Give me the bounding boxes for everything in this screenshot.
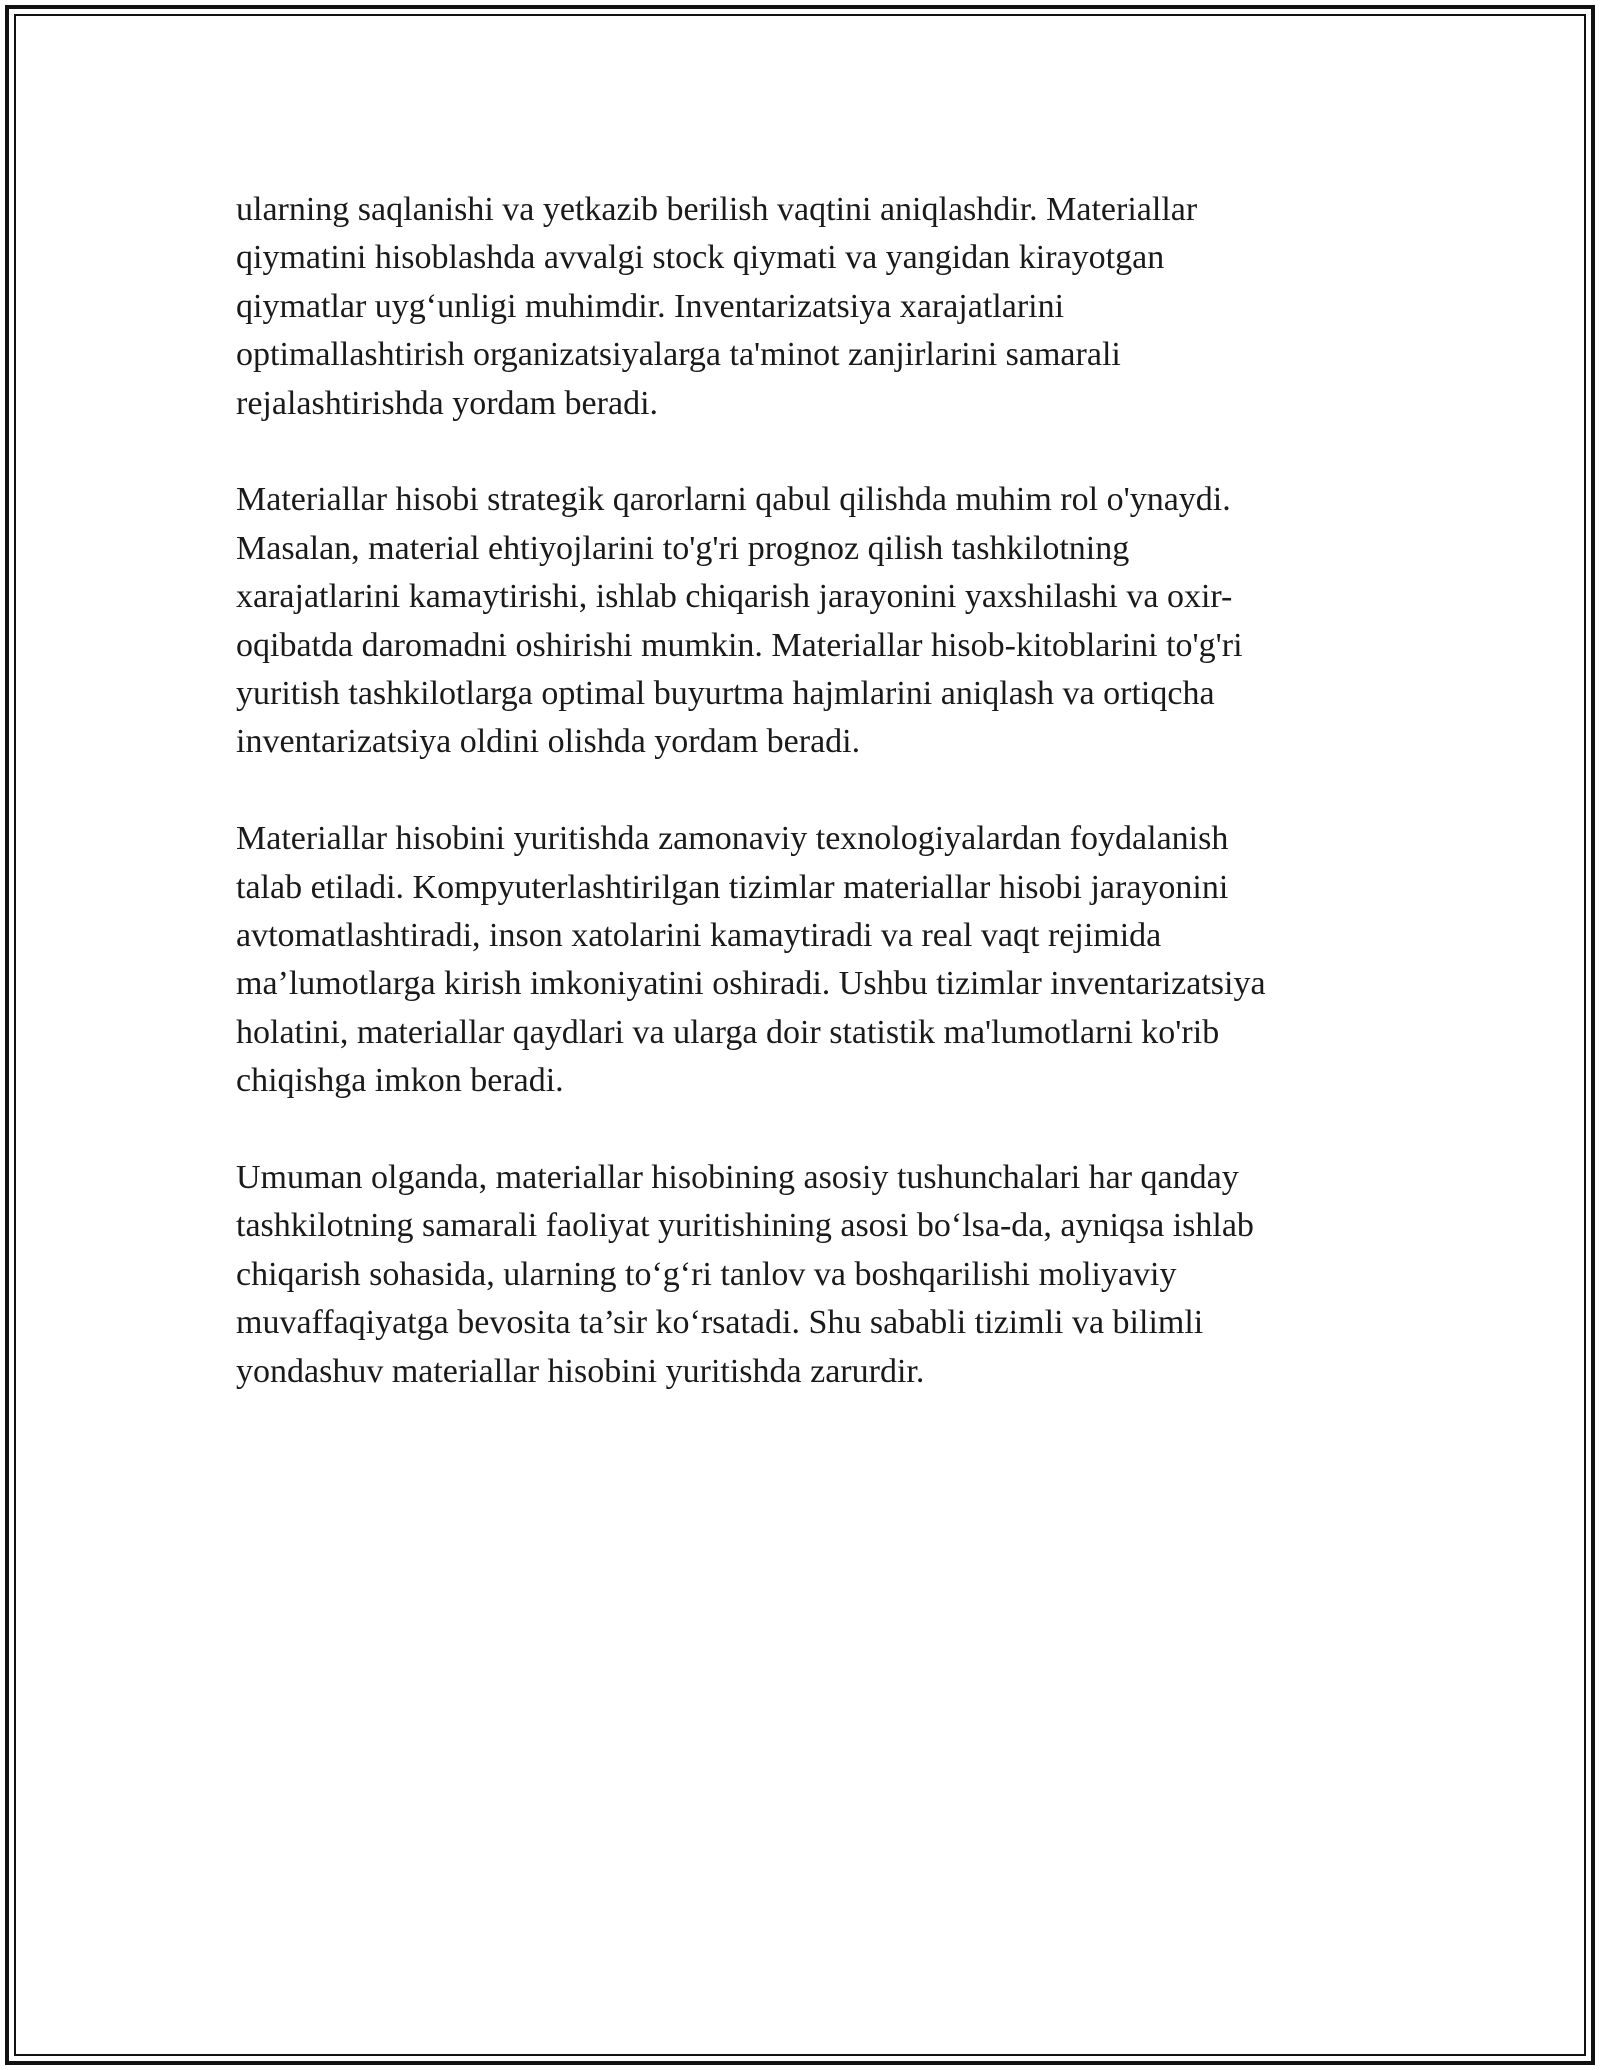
text-line: yondashuv materiallar hisobini yuritishda zarurdir. bbox=[236, 1352, 925, 1390]
text-line: oqibatda daromadni oshirishi mumkin. Materiallar hisob-kitoblarini to'g'ri bbox=[236, 626, 1243, 664]
text-line: chiqishga imkon beradi. bbox=[236, 1062, 564, 1100]
text-line: optimallashtirish organizatsiyalarga ta'minot zanjirlarini samarali bbox=[236, 336, 1121, 374]
text-line: inventarizatsiya oldini olishda yordam beradi. bbox=[236, 723, 861, 761]
document-body bbox=[236, 186, 1366, 1445]
text-line: xarajatlarini kamaytirishi, ishlab chiqarish jarayonini yaxshilashi va oxir- bbox=[236, 578, 1233, 616]
text-line: Materiallar hisobini yuritishda zamonaviy texnologiyalardan foydalanish bbox=[236, 820, 1229, 858]
paragraph-1 bbox=[236, 186, 1366, 428]
text-line: chiqarish sohasida, ularning to‘g‘ri tanlov va boshqarilishi moliyaviy bbox=[236, 1255, 1177, 1293]
text-line: ularning saqlanishi va yetkazib berilish vaqtini aniqlashdir. Materiallar bbox=[236, 191, 1198, 228]
text-line: Umuman olganda, materiallar hisobining asosiy tushunchalari har qanday bbox=[236, 1159, 1239, 1197]
text-line: qiymatlar uyg‘unligi muhimdir. Inventarizatsiya xarajatlarini bbox=[236, 287, 1065, 325]
paragraph-3 bbox=[236, 815, 1366, 1105]
text-line: talab etiladi. Kompyuterlashtirilgan tizimlar materiallar hisobi jarayonini bbox=[236, 868, 1229, 906]
text-line: avtomatlashtiradi, inson xatolarini kamaytiradi va real vaqt rejimida bbox=[236, 917, 1162, 955]
text-line: muvaffaqiyatga bevosita ta’sir ko‘rsatadi. Shu sababli tizimli va bilimli bbox=[236, 1304, 1204, 1342]
text-line: ma’lumotlarga kirish imkoniyatini oshiradi. Ushbu tizimlar inventarizatsiya bbox=[236, 965, 1266, 1003]
text-line: Masalan, material ehtiyojlarini to'g'ri prognoz qilish tashkilotning bbox=[236, 529, 1130, 567]
text-line: tashkilotning samarali faoliyat yuritishining asosi bo‘lsa-da, ayniqsa ishlab bbox=[236, 1207, 1254, 1245]
text-line: yuritish tashkilotlarga optimal buyurtma hajmlarini aniqlash va ortiqcha bbox=[236, 675, 1215, 713]
text-line: rejalashtirishda yordam beradi. bbox=[236, 384, 659, 422]
text-line: qiymatini hisoblashda avvalgi stock qiymati va yangidan kirayotgan bbox=[236, 239, 1165, 277]
text-line: Materiallar hisobi strategik qarorlarni qabul qilishda muhim rol o'ynaydi. bbox=[236, 481, 1231, 519]
text-line: holatini, materiallar qaydlari va ularga doir statistik ma'lumotlarni ko'rib bbox=[236, 1013, 1220, 1051]
paragraph-4 bbox=[236, 1154, 1366, 1396]
paragraph-2 bbox=[236, 476, 1366, 766]
